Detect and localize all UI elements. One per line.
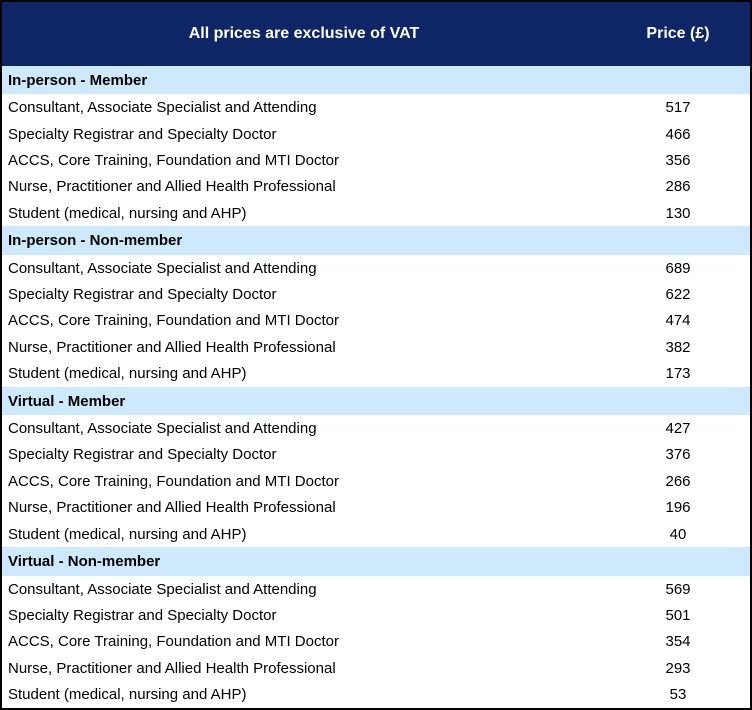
- table-row: [1, 361, 751, 387]
- table-row: [1, 200, 751, 226]
- row-label: Consultant, Associate Specialist and Attending: [1, 94, 606, 120]
- table-row: [1, 94, 751, 120]
- table-row: [1, 442, 751, 468]
- table-row: [1, 576, 751, 602]
- row-label: ACCS, Core Training, Foundation and MTI Doctor: [1, 629, 606, 655]
- row-price: 53: [606, 681, 751, 709]
- table-header-row: [1, 1, 751, 66]
- row-label: ACCS, Core Training, Foundation and MTI Doctor: [1, 147, 606, 173]
- table-row: [1, 334, 751, 360]
- table-title: All prices are exclusive of VAT: [1, 1, 606, 66]
- table-row: [1, 308, 751, 334]
- row-label: Student (medical, nursing and AHP): [1, 200, 606, 226]
- row-price: 427: [606, 415, 751, 441]
- row-label: Student (medical, nursing and AHP): [1, 521, 606, 547]
- table-row: [1, 174, 751, 200]
- row-price: 196: [606, 495, 751, 521]
- row-label: Specialty Registrar and Specialty Doctor: [1, 442, 606, 468]
- row-price: 622: [606, 281, 751, 307]
- row-price: 569: [606, 576, 751, 602]
- row-label: Consultant, Associate Specialist and Attending: [1, 255, 606, 281]
- row-price: 382: [606, 334, 751, 360]
- row-label: Nurse, Practitioner and Allied Health Professional: [1, 334, 606, 360]
- table-row: [1, 681, 751, 709]
- table-row: [1, 629, 751, 655]
- row-price: 356: [606, 147, 751, 173]
- table-row: [1, 281, 751, 307]
- table-row: [1, 602, 751, 628]
- table-row: [1, 121, 751, 147]
- row-price: 689: [606, 255, 751, 281]
- table-row: [1, 468, 751, 494]
- table-row: [1, 415, 751, 441]
- row-label: Consultant, Associate Specialist and Attending: [1, 576, 606, 602]
- row-label: Student (medical, nursing and AHP): [1, 681, 606, 709]
- row-price: 266: [606, 468, 751, 494]
- table-row: [1, 495, 751, 521]
- price-column-header: Price (£): [606, 1, 751, 66]
- row-label: ACCS, Core Training, Foundation and MTI Doctor: [1, 468, 606, 494]
- row-price: 474: [606, 308, 751, 334]
- row-price: 286: [606, 174, 751, 200]
- row-price: 173: [606, 361, 751, 387]
- row-label: Student (medical, nursing and AHP): [1, 361, 606, 387]
- row-price: 40: [606, 521, 751, 547]
- section-title: In-person - Non-member: [1, 226, 751, 254]
- row-label: Specialty Registrar and Specialty Doctor: [1, 121, 606, 147]
- row-label: ACCS, Core Training, Foundation and MTI Doctor: [1, 308, 606, 334]
- section-header-row: [1, 226, 751, 254]
- row-label: Nurse, Practitioner and Allied Health Professional: [1, 174, 606, 200]
- row-label: Specialty Registrar and Specialty Doctor: [1, 281, 606, 307]
- table-row: [1, 255, 751, 281]
- section-title: Virtual - Member: [1, 387, 751, 415]
- row-price: 466: [606, 121, 751, 147]
- section-title: In-person - Member: [1, 66, 751, 94]
- table-row: [1, 147, 751, 173]
- table-row: [1, 521, 751, 547]
- row-price: 130: [606, 200, 751, 226]
- row-label: Specialty Registrar and Specialty Doctor: [1, 602, 606, 628]
- row-price: 517: [606, 94, 751, 120]
- table-row: [1, 655, 751, 681]
- row-price: 354: [606, 629, 751, 655]
- table-body: [1, 66, 751, 709]
- row-price: 293: [606, 655, 751, 681]
- section-header-row: [1, 66, 751, 94]
- row-price: 501: [606, 602, 751, 628]
- row-label: Nurse, Practitioner and Allied Health Professional: [1, 495, 606, 521]
- row-label: Nurse, Practitioner and Allied Health Professional: [1, 655, 606, 681]
- section-header-row: [1, 387, 751, 415]
- section-header-row: [1, 547, 751, 575]
- row-price: 376: [606, 442, 751, 468]
- row-label: Consultant, Associate Specialist and Attending: [1, 415, 606, 441]
- section-title: Virtual - Non-member: [1, 547, 751, 575]
